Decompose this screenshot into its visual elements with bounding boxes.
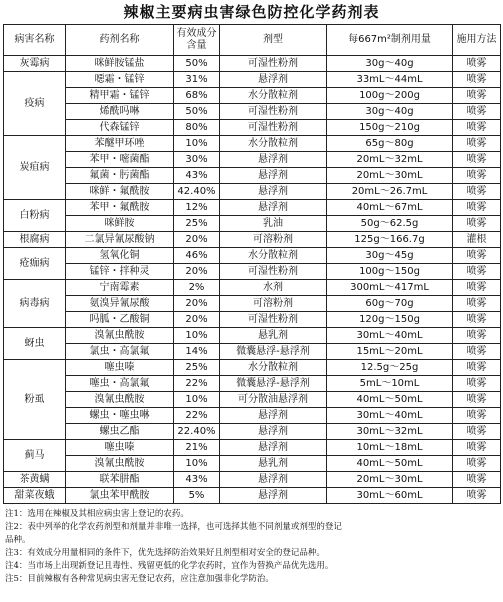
dose-cell: 5mL～10mL [327,376,453,392]
agent-cell: 螺虫乙酯 [66,424,174,440]
table-row [4,296,501,312]
footnote-line: 注4：当市场上出现新登记且毒性、残留更低的化学农药时，宜作为替换产品优先选用。 [5,561,334,571]
method-cell: 喷雾 [453,344,501,360]
form-cell: 悬浮剂 [220,152,327,168]
agent-cell: 二氯异氰尿酸钠 [66,232,174,248]
content-cell: 43% [174,472,220,488]
dose-cell: 30mL～40mL [327,328,453,344]
method-cell: 喷雾 [453,312,501,328]
table-row [4,312,501,328]
method-cell: 喷雾 [453,264,501,280]
content-cell: 20% [174,232,220,248]
table-row [4,424,501,440]
form-cell: 悬浮剂 [220,184,327,200]
pest-name-cell: 蚜虫 [4,328,66,360]
agent-cell: 氨溴异氰尿酸 [66,296,174,312]
pest-name-cell: 甜菜夜蛾 [4,488,66,504]
header-pest: 病害名称 [4,25,66,56]
agent-cell: 溴氰虫酰胺 [66,456,174,472]
content-cell: 31% [174,72,220,88]
header-agent: 药剂名称 [66,25,174,56]
dose-cell: 40mL～50mL [327,392,453,408]
method-cell: 喷雾 [453,88,501,104]
agent-cell: 联苯肼酯 [66,472,174,488]
content-cell: 43% [174,168,220,184]
dose-cell: 125g～166.7g [327,232,453,248]
pest-name-cell: 蓟马 [4,440,66,472]
pest-name-cell: 疫病 [4,72,66,136]
form-cell: 悬浮剂 [220,472,327,488]
content-cell: 14% [174,344,220,360]
form-cell: 水剂 [220,280,327,296]
form-cell: 悬浮剂 [220,424,327,440]
pest-name-cell: 粉虱 [4,360,66,440]
pest-name-cell: 灰霉病 [4,56,66,72]
content-cell: 10% [174,456,220,472]
agent-cell: 宁南霉素 [66,280,174,296]
form-cell: 乳油 [220,216,327,232]
form-cell: 水分散粒剂 [220,88,327,104]
method-cell: 喷雾 [453,296,501,312]
dose-cell: 15mL～20mL [327,344,453,360]
content-cell: 2% [174,280,220,296]
agent-cell: 咪鲜・氟酰胺 [66,184,174,200]
header-method: 施用方法 [453,25,501,56]
document-title: 辣椒主要病虫害绿色防控化学药剂表 [123,3,380,21]
form-cell: 悬浮剂 [220,408,327,424]
table-row [4,120,501,136]
form-cell: 悬浮剂 [220,72,327,88]
content-cell: 22% [174,376,220,392]
form-cell: 可湿性粉剂 [220,264,327,280]
content-cell: 10% [174,136,220,152]
content-cell: 50% [174,104,220,120]
method-cell: 喷雾 [453,168,501,184]
form-cell: 可溶粉剂 [220,296,327,312]
header-content: 有效成分含量 [174,25,220,56]
dose-cell: 30g～45g [327,248,453,264]
dose-cell: 40mL～67mL [327,200,453,216]
dose-cell: 30g～40g [327,56,453,72]
method-cell: 喷雾 [453,440,501,456]
form-cell: 可湿性粉剂 [220,312,327,328]
table-body [4,56,501,504]
form-cell: 水分散粒剂 [220,248,327,264]
agent-cell: 噁霜・锰锌 [66,72,174,88]
content-cell: 25% [174,360,220,376]
dose-cell: 30mL～60mL [327,488,453,504]
form-cell: 悬乳剂 [220,328,327,344]
table-row [4,56,501,72]
table-row [4,440,501,456]
table-row [4,216,501,232]
table-row [4,392,501,408]
content-cell: 42.40% [174,184,220,200]
table-row [4,152,501,168]
pest-name-cell: 炭疽病 [4,136,66,200]
dose-cell: 33mL～44mL [327,72,453,88]
dose-cell: 40mL～50mL [327,456,453,472]
agent-cell: 氯虫苯甲酰胺 [66,488,174,504]
content-cell: 80% [174,120,220,136]
form-cell: 水分散粒剂 [220,136,327,152]
dose-cell: 30mL～32mL [327,424,453,440]
table-row [4,280,501,296]
table-row [4,184,501,200]
method-cell: 喷雾 [453,424,501,440]
content-cell: 25% [174,216,220,232]
method-cell: 喷雾 [453,472,501,488]
form-cell: 悬浮剂 [220,168,327,184]
content-cell: 12% [174,200,220,216]
dose-cell: 20mL～32mL [327,152,453,168]
footnote-line: 品种。 [5,535,31,545]
dose-cell: 30g～40g [327,104,453,120]
dose-cell: 60g～70g [327,296,453,312]
method-cell: 喷雾 [453,216,501,232]
form-cell: 悬浮剂 [220,440,327,456]
form-cell: 水分散粒剂 [220,360,327,376]
method-cell: 喷雾 [453,376,501,392]
table-row [4,72,501,88]
agent-cell: 代森锰锌 [66,120,174,136]
content-cell: 68% [174,88,220,104]
pest-name-cell: 病毒病 [4,280,66,328]
content-cell: 22% [174,408,220,424]
method-cell: 喷雾 [453,152,501,168]
content-cell: 10% [174,392,220,408]
agent-cell: 氟菌・肟菌酯 [66,168,174,184]
method-cell: 喷雾 [453,408,501,424]
dose-cell: 120g～150g [327,312,453,328]
form-cell: 可湿性粉剂 [220,120,327,136]
table-row [4,376,501,392]
pest-name-cell: 茶黄螨 [4,472,66,488]
content-cell: 20% [174,312,220,328]
agent-cell: 烯酰吗啉 [66,104,174,120]
table-row [4,232,501,248]
method-cell: 喷雾 [453,136,501,152]
dose-cell: 150g～210g [327,120,453,136]
method-cell: 喷雾 [453,104,501,120]
agent-cell: 螺虫・噻虫啉 [66,408,174,424]
pest-name-cell: 白粉病 [4,200,66,232]
table-row [4,264,501,280]
content-cell: 20% [174,296,220,312]
table-row [4,344,501,360]
footnote-line: 注1：选用在辣椒及其相应病虫害上登记的农药。 [5,509,189,519]
method-cell: 喷雾 [453,488,501,504]
agent-cell: 溴氰虫酰胺 [66,392,174,408]
dose-cell: 300mL～417mL [327,280,453,296]
agent-cell: 苯甲・嘧菌酯 [66,152,174,168]
footnotes [3,508,500,586]
method-cell: 喷雾 [453,72,501,88]
agent-cell: 咪鲜胺 [66,216,174,232]
agent-cell: 锰锌・拌种灵 [66,264,174,280]
dose-cell: 20mL～30mL [327,168,453,184]
pest-name-cell: 根腐病 [4,232,66,248]
agent-cell: 精甲霜・锰锌 [66,88,174,104]
form-cell: 悬浮剂 [220,200,327,216]
content-cell: 50% [174,56,220,72]
method-cell: 喷雾 [453,328,501,344]
footnote-line: 注5：目前辣椒有各种常见病虫害无登记农药，应注意加强非化学防治。 [5,574,274,584]
dose-cell: 30mL～40mL [327,408,453,424]
dose-cell: 100g～200g [327,88,453,104]
content-cell: 30% [174,152,220,168]
dose-cell: 12.5g～25g [327,360,453,376]
table-header-row [4,25,501,56]
agent-cell: 吗胍・乙酸铜 [66,312,174,328]
content-cell: 21% [174,440,220,456]
content-cell: 22.40% [174,424,220,440]
method-cell: 喷雾 [453,184,501,200]
agent-cell: 氢氧化铜 [66,248,174,264]
table-row [4,136,501,152]
agent-cell: 溴氰虫酰胺 [66,328,174,344]
dose-cell: 100g～150g [327,264,453,280]
pesticide-table [3,24,501,504]
form-cell: 微囊悬浮-悬浮剂 [220,376,327,392]
content-cell: 5% [174,488,220,504]
method-cell: 喷雾 [453,200,501,216]
header-form: 剂型 [220,25,327,56]
table-row [4,200,501,216]
table-row [4,168,501,184]
agent-cell: 苯醚甲环唑 [66,136,174,152]
dose-cell: 20mL～26.7mL [327,184,453,200]
dose-cell: 65g～80g [327,136,453,152]
pest-name-cell: 疮痂病 [4,248,66,280]
method-cell: 喷雾 [453,456,501,472]
agent-cell: 咪鲜胺锰盐 [66,56,174,72]
footnote-line: 注3：有效成分用量相同的条件下，优先选择防治效果好且剂型相对安全的登记品种。 [5,548,325,558]
method-cell: 喷雾 [453,392,501,408]
content-cell: 46% [174,248,220,264]
form-cell: 微囊悬浮-悬浮剂 [220,344,327,360]
form-cell: 可湿性粉剂 [220,104,327,120]
method-cell: 灌根 [453,232,501,248]
footnote-line: 注2：表中列举的化学农药剂型和剂量并非唯一选择，也可选择其他不同剂量或剂型的登记 [5,522,342,532]
agent-cell: 噻虫嗪 [66,440,174,456]
table-row [4,88,501,104]
agent-cell: 苯甲・氟酰胺 [66,200,174,216]
form-cell: 悬浮剂 [220,488,327,504]
method-cell: 喷雾 [453,248,501,264]
method-cell: 喷雾 [453,120,501,136]
header-dose: 每667m²制剂用量 [327,25,453,56]
agent-cell: 噻虫嗪 [66,360,174,376]
form-cell: 悬乳剂 [220,456,327,472]
table-row [4,488,501,504]
content-cell: 20% [174,264,220,280]
content-cell: 10% [174,328,220,344]
method-cell: 喷雾 [453,360,501,376]
agent-cell: 氯虫・高氯氟 [66,344,174,360]
table-row [4,248,501,264]
table-row [4,104,501,120]
table-row [4,360,501,376]
method-cell: 喷雾 [453,280,501,296]
dose-cell: 20mL～30mL [327,472,453,488]
dose-cell: 10mL～18mL [327,440,453,456]
table-row [4,408,501,424]
table-row [4,472,501,488]
table-row [4,456,501,472]
table-row [4,328,501,344]
dose-cell: 50g～62.5g [327,216,453,232]
agent-cell: 噻虫・高氯氟 [66,376,174,392]
form-cell: 可分散油悬浮剂 [220,392,327,408]
form-cell: 可溶粉剂 [220,232,327,248]
form-cell: 可湿性粉剂 [220,56,327,72]
method-cell: 喷雾 [453,56,501,72]
